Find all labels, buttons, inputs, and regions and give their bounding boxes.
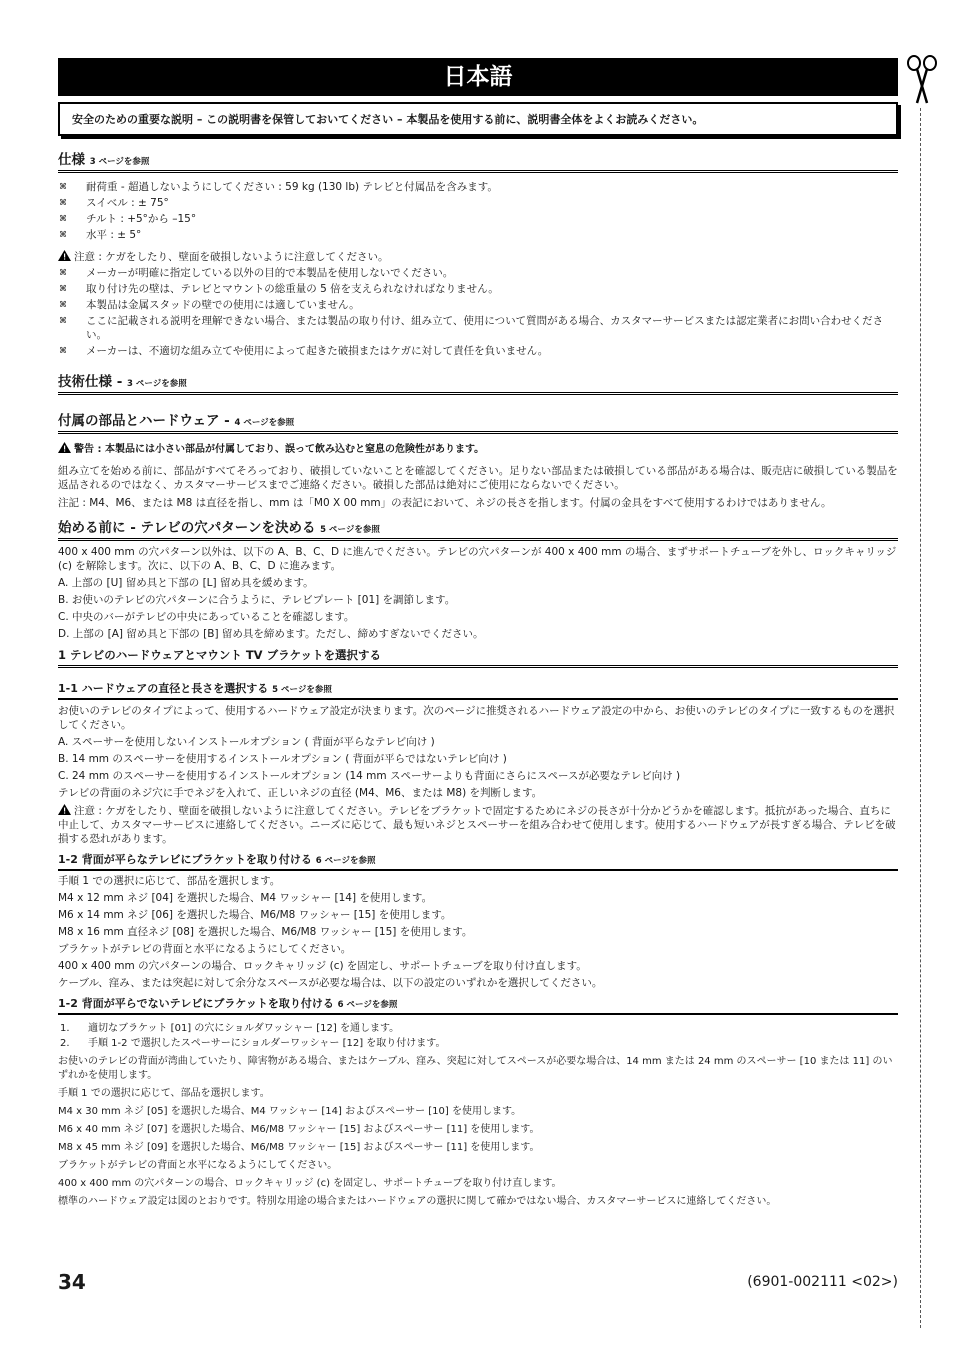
list-item: ⌘ 取り付け先の壁は、テレビとマウントの総重量の 5 倍を支えられなければなりません。: [58, 282, 898, 296]
spec-ref: 3 ページを参照: [89, 157, 150, 167]
parts-heading-text: 付属の部品とハードウェア -: [58, 413, 230, 429]
caution-text-2: 注意 : ケガをしたり、壁面を破損しないように注意してください。テレビをブラケットで固定するためにネジの長さが十分かどうかを確認します。抵抗があった場合、直ちに中止して、カスタマーサービスに連絡してください。ニーズに応じて、最も短いネジとスペーサーを組み合わせて使用します。使用するハードウェアが長すぎる場合、テレビを破損する恐れがあります。: [58, 805, 896, 845]
step1-heading-text: 1 テレビのハードウェアとマウント TV ブラケットを選択する: [58, 648, 381, 662]
warning-triangle-icon: [58, 250, 71, 261]
step12a-line: ケーブル、窪み、または突起に対して余分なスペースが必要な場合は、以下の設定のいずれかを選択してください。: [58, 977, 603, 989]
cut-line: [920, 108, 921, 1328]
document-code: (6901-002111 <02>): [747, 1274, 898, 1290]
caution-paragraph: [58, 250, 898, 264]
list-item: ⌘ ここに記載される説明を理解できない場合、または製品の取り付け、組み立て、使用について質問がある場合、カスタマーサービスまたは認定業者にお問い合わせください。: [58, 314, 898, 342]
list-item: [58, 1036, 898, 1051]
parts-warning: [58, 442, 898, 457]
step12a-line: 手順 1 での選択に応じて、部品を選択します。: [58, 875, 281, 887]
list-item: ⌘ チルト : +5°から –15°: [58, 212, 898, 226]
step12b-line: 手順 1 での選択に応じて、部品を選択します。: [58, 1088, 270, 1099]
item-number: 1.: [60, 1023, 70, 1034]
step12b-heading: [58, 995, 898, 1015]
step12a-heading-text: 1-2 背面が平らなテレビにブラケットを取り付ける: [58, 853, 312, 866]
page-content: [58, 58, 898, 1209]
step12a-line: M4 x 12 mm ネジ [04] を選択した場合、M4 ワッシャー [14] を使用します。: [58, 892, 433, 904]
item-text: 手順 1-2 で選択したスペーサーにショルダーワッシャー [12] を取り付けます。: [88, 1038, 446, 1049]
caution-text: 注意 : ケガをしたり、壁面を破損しないように注意してください。: [74, 251, 389, 263]
list-item: ⌘ 耐荷重 - 超過しないようにしてください : 59 kg (130 lb) テレビと付属品を含みます。: [58, 180, 898, 194]
parts-heading: [58, 409, 898, 434]
parts-ref: 4 ページを参照: [234, 418, 295, 428]
step12b-line: 標準のハードウェア設定は図のとおりです。特別な用途の場合またはハードウェアの選択に関して確かではない場合、カスタマーサービスに連絡してください。: [58, 1196, 777, 1207]
page-footer: [58, 1270, 898, 1294]
step12b-line: M4 x 30 mm ネジ [05] を選択した場合、M4 ワッシャー [14] およびスペーサー [10] を使用します。: [58, 1106, 522, 1117]
step11-ref: 5 ページを参照: [272, 685, 332, 695]
warning-triangle-icon: [58, 442, 71, 453]
step12b-line: ブラケットがテレビの背面と水平になるようにしてください。: [58, 1160, 338, 1171]
step12a-heading: [58, 851, 898, 871]
scissors-icon: [905, 55, 939, 105]
start-step: A. 上部の [U] 留め具と下部の [L] 留め具を緩めます。: [58, 577, 314, 589]
list-item: ⌘ メーカーは、不適切な組み立てや使用によって起きた破損またはケガに対して責任を負いません。: [58, 344, 898, 358]
step12b-heading-text: 1-2 背面が平らでないテレビにブラケットを取り付ける: [58, 997, 334, 1010]
list-item: ⌘ 本製品は金属スタッドの壁での使用には適していません。: [58, 298, 898, 312]
step12b-ref: 6 ページを参照: [337, 1000, 398, 1010]
spec-heading-text: 仕様: [58, 152, 85, 168]
start-paragraph: 400 x 400 mm の穴パターン以外は、以下の A、B、C、D に進んでください。テレビの穴パターンが 400 x 400 mm の場合、まずサポートチューブを外し、ロックキャリッジ (c) を解除します。次に、以下の A、B、C、D に進みます。: [58, 546, 897, 572]
parts-warning-text: 警告 : 本製品には小さい部品が付属しており、誤って飲み込むと窒息の危険性があります。: [74, 444, 485, 455]
step11-heading: [58, 680, 898, 700]
step11-option: B. 14 mm のスペーサーを使用するインストールオプション ( 背面が平らではないテレビ向け ): [58, 753, 507, 765]
spec-heading: [58, 148, 898, 173]
start-heading: [58, 516, 898, 541]
important-safety-text: 安全のための重要な説明 – この説明書を保管しておいてください – 本製品を使用する前に、説明書全体をよくお読みください。: [72, 113, 704, 126]
important-safety-box: [58, 102, 898, 136]
page-number: 34: [58, 1270, 86, 1294]
step12a-line: 400 x 400 mm の穴パターンの場合、ロックキャリッジ (c) を固定し、サポートチューブを取り付け直します。: [58, 960, 587, 972]
spec-list: [58, 180, 898, 242]
step11-paragraph-2: テレビの背面のネジ穴に手でネジを入れて、正しいネジの直径 (M4、M6、または M8) を判断します。: [58, 787, 543, 799]
step12a-ref: 6 ページを参照: [315, 856, 376, 866]
step12a-line: M6 x 14 mm ネジ [06] を選択した場合、M6/M8 ワッシャー [15] を使用します。: [58, 909, 452, 921]
list-item: ⌘ 水平 : ± 5°: [58, 228, 898, 242]
step12b-line: M8 x 45 mm ネジ [09] を選択した場合、M6/M8 ワッシャー [15] およびスペーサー [11] を使用します。: [58, 1142, 540, 1153]
step12a-line: M8 x 16 mm 直径ネジ [08] を選択した場合、M6/M8 ワッシャー [15] を使用します。: [58, 926, 473, 938]
start-heading-text: 始める前に - テレビの穴パターンを決める: [58, 520, 316, 536]
tech-ref: 3 ページを参照: [127, 379, 187, 389]
start-step: D. 上部の [A] 留め具と下部の [B] 留め具を締めます。ただし、締めすぎないでください。: [58, 628, 484, 640]
step11-heading-text: 1-1 ハードウェアの直径と長さを選択する: [58, 682, 269, 695]
warning-triangle-icon: [58, 804, 71, 815]
step12a-line: ブラケットがテレビの背面と水平になるようにしてください。: [58, 943, 352, 955]
caution-list: [58, 266, 898, 358]
step11-option: A. スペーサーを使用しないインストールオプション ( 背面が平らなテレビ向け ): [58, 736, 435, 748]
caution-paragraph-2: [58, 804, 898, 846]
tech-heading-text: 技術仕様 -: [58, 374, 123, 390]
list-item: ⌘ メーカーが明確に指定している以外の目的で本製品を使用しないでください。: [58, 266, 898, 280]
step11-option: C. 24 mm のスペーサーを使用するインストールオプション (14 mm スペーサーよりも背面にさらにスペースが必要なテレビ向け ): [58, 770, 681, 782]
tech-spec-heading: [58, 370, 898, 395]
start-step: B. お使いのテレビの穴パターンに合うように、テレビプレート [01] を調節します。: [58, 594, 456, 606]
step12b-numbered-list: [58, 1021, 898, 1051]
parts-paragraph: 組み立てを始める前に、部品がすべてそろっており、破損していないことを確認してください。足りない部品または破損している部品がある場合は、販売店に破損している製品を返品されるのではなく、カスタマーサービスまでご連絡ください。破損した部品は絶対にご使用にならないでください。: [58, 465, 898, 491]
item-text: 適切なブラケット [01] の穴にショルダワッシャー [12] を通します。: [88, 1023, 400, 1034]
start-step: C. 中央のバーがテレビの中央にあっていることを確認します。: [58, 611, 355, 623]
step12b-line: M6 x 40 mm ネジ [07] を選択した場合、M6/M8 ワッシャー [15] およびスペーサー [11] を使用します。: [58, 1124, 540, 1135]
list-item: ⌘ スイベル : ± 75°: [58, 196, 898, 210]
list-item: [58, 1021, 898, 1036]
step1-heading: [58, 647, 898, 668]
step12b-line: 400 x 400 mm の穴パターンの場合、ロックキャリッジ (c) を固定し、サポートチューブを取り付け直します。: [58, 1178, 562, 1189]
item-number: 2.: [60, 1038, 70, 1049]
step12b-line: お使いのテレビの背面が湾曲していたり、障害物がある場合、またはケーブル、窪み、突起に対してスペースが必要な場合は、14 mm または 24 mm のスペーサー [10 または 11] のいずれかを使用します。: [58, 1056, 893, 1081]
step11-paragraph: お使いのテレビのタイプによって、使用するハードウェア設定が決まります。次のページに推奨されるハードウェア設定の中から、お使いのテレビのタイプに一致するものを選択してください。: [58, 705, 895, 731]
parts-note: 注記 : M4、M6、または M8 は直径を指し、mm は「M0 X 00 mm」の表記において、ネジの長さを指します。付属の金具をすべて使用するわけではありません。: [58, 497, 832, 509]
start-ref: 5 ページを参照: [320, 525, 380, 535]
page-title: 日本語: [58, 58, 898, 96]
